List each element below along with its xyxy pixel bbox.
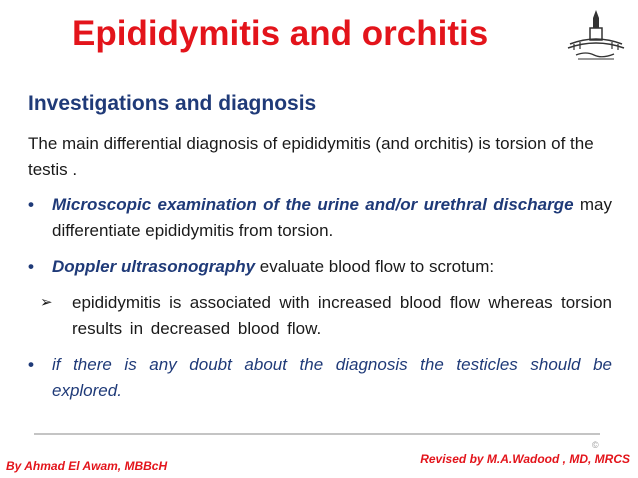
bullet-dot-icon: • <box>28 257 34 276</box>
slide-title: Epididymitis and orchitis <box>72 14 489 53</box>
bullet-dot-icon: • <box>28 195 34 214</box>
footer-divider <box>34 433 600 435</box>
bullet-doppler <box>28 254 612 280</box>
university-emblem-icon <box>566 8 626 62</box>
intro-paragraph: The main differential diagnosis of epididymitis (and orchitis) is torsion of the testis . <box>28 134 594 179</box>
reviser-credit: Revised by M.A.Wadood , MD, MRCS <box>420 452 630 466</box>
sub-bullet-text: epididymitis is associated with increased blood flow whereas torsion results in decreased blood flow. <box>72 293 612 338</box>
sub-bullet-blood-flow <box>40 290 612 342</box>
bullet-emphasis: Microscopic examination of the urine and/or urethral discharge <box>52 195 574 214</box>
arrow-bullet-icon: ➢ <box>40 294 53 311</box>
bullet-emphasis: Doppler ultrasonography <box>52 257 256 276</box>
author-credit: By Ahmad El Awam, MBBcH <box>6 459 168 473</box>
bullet-text: may differentiate epididymitis from torsion. <box>52 195 613 240</box>
copyright-mark: © <box>592 440 599 450</box>
bullet-dot-icon: • <box>28 355 34 374</box>
bullet-explore <box>28 352 612 404</box>
section-heading: Investigations and diagnosis <box>28 92 317 115</box>
bullet-text: evaluate blood flow to scrotum: <box>255 257 495 276</box>
bullet-microscopic-exam <box>28 192 612 244</box>
bullet-text: if there is any doubt about the diagnosis the testicles should be explored. <box>52 355 612 400</box>
